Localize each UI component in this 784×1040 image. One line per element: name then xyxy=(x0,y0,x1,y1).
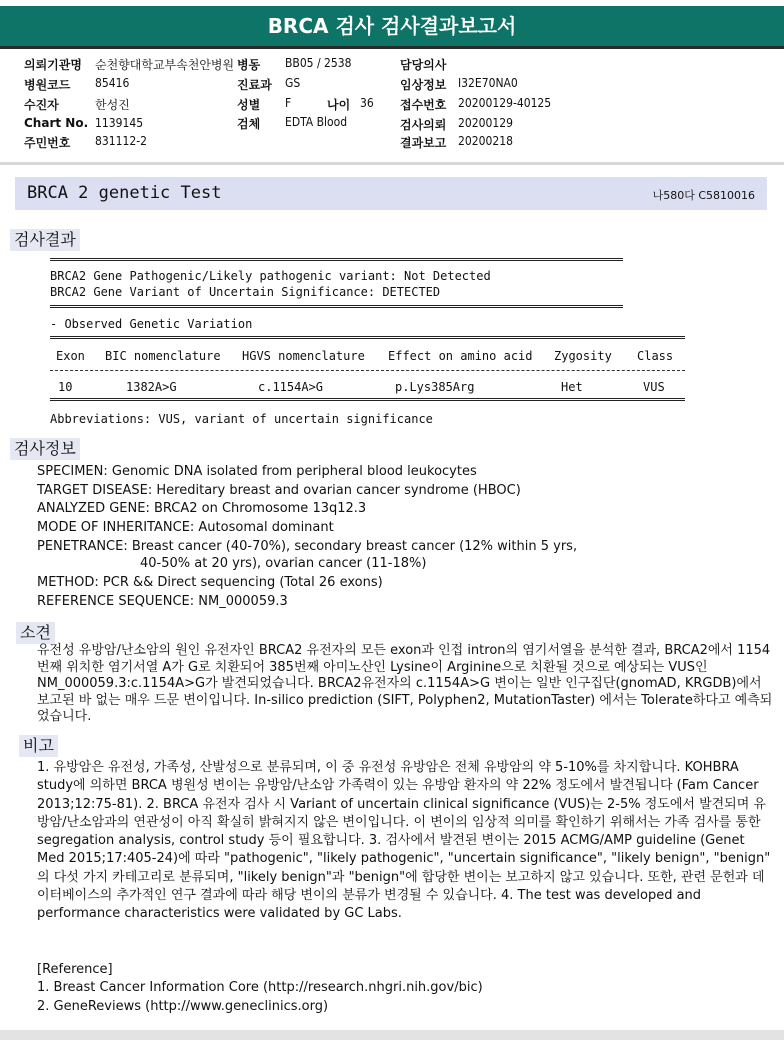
divider xyxy=(50,305,623,308)
pathogenic-result-line: BRCA2 Gene Pathogenic/Likely pathogenic variant: Not Detected xyxy=(50,269,491,283)
ward-label: 병동 xyxy=(237,58,261,72)
header-divider xyxy=(0,162,784,165)
divider xyxy=(50,370,685,371)
patient-name-label: 수진자 xyxy=(24,98,59,112)
report-title: BRCA 검사 검사결과보고서 xyxy=(267,14,517,38)
sex-value: F xyxy=(285,96,292,110)
clinical-info-value: I32E70NA0 xyxy=(458,76,518,90)
receipt-number-value: 20200129-40125 xyxy=(458,96,552,110)
table-cell-exon: 10 xyxy=(58,380,73,394)
department-label: 진료과 xyxy=(237,78,272,92)
table-cell-hgvs: c.1154A>G xyxy=(258,380,324,394)
test-name: BRCA 2 genetic Test xyxy=(27,183,222,203)
abbreviations-note: Abbreviations: VUS, variant of uncertain significance xyxy=(50,412,433,426)
ward-value: BB05 / 2538 xyxy=(285,56,352,70)
table-header-class: Class xyxy=(637,349,674,363)
requesting-institution-label: 의뢰기관명 xyxy=(24,58,82,72)
divider xyxy=(50,258,623,261)
table-cell-zygosity: Het xyxy=(561,380,583,394)
analyzed-gene-line: ANALYZED GENE: BRCA2 on Chromosome 13q12.3 xyxy=(37,501,367,516)
result-report-date-label: 결과보고 xyxy=(400,136,447,150)
age-label: 나이 xyxy=(327,98,351,112)
divider xyxy=(50,336,685,339)
footer-bar xyxy=(0,1030,784,1040)
penetrance-line: PENETRANCE: Breast cancer (40-70%), secondary breast cancer (12% within 5 yrs, xyxy=(37,539,578,554)
table-header-zygosity: Zygosity xyxy=(554,349,612,363)
hospital-code-value: 85416 xyxy=(95,76,130,90)
findings-section-title: 소견 xyxy=(16,622,55,644)
findings-text: 유전성 유방암/난소암의 원인 유전자인 BRCA2 유전자의 모든 exon과 인접 intron의 염기서열을 분석한 결과, BRCA2에서 1154번째 위치한 염기서열 A가 G로 치환되어 385번째 아미노산인 Lysine이 Arginine으로 치환될 것으로 예상되는 VUS인 NM_000059.3:c.1154A>G가 발견되었습니다. BRCA2유전자의 c.1154A>G 변이는 일반 인구집단(gnomAD, KRGDB)에서 보고된 바 없는 매우 드문 변이입니다. In-silico prediction (SIFT, Polyphen2, MutationTaster) 에서는 Tolerate하다고 예측되었습니다. xyxy=(37,643,773,724)
attending-doctor-label: 담당의사 xyxy=(400,58,447,72)
test-info-section-title: 검사정보 xyxy=(10,438,80,460)
method-line: METHOD: PCR && Direct sequencing (Total 26 exons) xyxy=(37,575,383,590)
specimen-value: EDTA Blood xyxy=(285,115,348,129)
vus-result-line: BRCA2 Gene Variant of Uncertain Significance: DETECTED xyxy=(50,285,441,299)
table-cell-effect: p.Lys385Arg xyxy=(395,380,475,394)
remarks-text: 1. 유방암은 유전성, 가족성, 산발성으로 분류되며, 이 중 유전성 유방암은 전체 유방암의 약 5-10%를 차지합니다. KOHBRA study에 의하면 BRCA 병원성 변이는 유방암/난소암 가족력이 있는 유방암 환자의 약 22% 정도에서 발견됩니다 (Fam Cancer 2013;12:75-81). 2. BRCA 유전자 검사 시 Variant of uncertain clinical significance (VUS)는 2-5% 정도에서 발견되며 유방암/난소암과의 연관성이 아직 확실히 밝혀지지 않은 변이입니다. 이 변이의 임상적 의미를 확인하기 위해서는 가족 검사를 통한 segregation analysis, control study 등이 필요합니다. 3. 검사에서 발견된 변이는 2015 ACMG/AMP guideline (Genet Med 2015;17:405-24)에 따라 "pathogenic", "likely pathogenic", "uncertain significance", "likely benign", "benign" 의 다섯 가지 카테고리로 분류되며, "likely benign"과 "benign"에 합당한 변이는 보고하지 않고 있습니다. 또한, 관련 문헌과 데이터베이스의 추가적인 연구 결과에 따라 해당 변이의 분류가 변경될 수 있습니다. 4. The test was developed and performance characteristics were validated by GC Labs. xyxy=(37,760,771,922)
chart-no-label: Chart No. xyxy=(24,116,89,130)
remarks-section-title: 비고 xyxy=(19,735,58,757)
age-value: 36 xyxy=(360,96,374,110)
target-disease-line: TARGET DISEASE: Hereditary breast and ovarian cancer syndrome (HBOC) xyxy=(37,483,521,498)
specimen-label: 검체 xyxy=(237,117,261,131)
divider xyxy=(50,398,685,401)
table-cell-class: VUS xyxy=(643,380,665,394)
table-header-bic: BIC nomenclature xyxy=(105,349,221,363)
patient-name-value: 한성진 xyxy=(95,98,130,112)
results-section-title: 검사결과 xyxy=(10,229,80,251)
chart-no-value: 1139145 xyxy=(95,116,144,130)
department-value: GS xyxy=(285,76,301,90)
table-header-hgvs: HGVS nomenclature xyxy=(242,349,365,363)
sex-label: 성별 xyxy=(237,98,261,112)
test-code: 나580다 C5810016 xyxy=(652,189,755,202)
reference-item: 1. Breast Cancer Information Core (http://research.nhgri.nih.gov/bic) xyxy=(37,980,483,995)
penetrance-line-continued: 40-50% at 20 yrs), ovarian cancer (11-18%) xyxy=(140,556,427,571)
test-name-bar xyxy=(15,177,767,210)
hospital-code-label: 병원코드 xyxy=(24,78,71,92)
requesting-institution-value: 순천향대학교부속천안병원 xyxy=(95,58,235,72)
observed-variation-heading: - Observed Genetic Variation xyxy=(50,317,253,331)
test-request-date-label: 검사의뢰 xyxy=(400,118,447,132)
specimen-line: SPECIMEN: Genomic DNA isolated from peripheral blood leukocytes xyxy=(37,464,477,479)
table-cell-bic: 1382A>G xyxy=(126,380,177,394)
test-request-date-value: 20200129 xyxy=(458,116,513,130)
result-report-date-value: 20200218 xyxy=(458,134,513,148)
reference-item: 2. GeneReviews (http://www.geneclinics.org) xyxy=(37,999,329,1014)
reference-sequence-line: REFERENCE SEQUENCE: NM_000059.3 xyxy=(37,594,288,609)
report-title-bar xyxy=(0,6,784,49)
inheritance-line: MODE OF INHERITANCE: Autosomal dominant xyxy=(37,520,334,535)
table-header-effect: Effect on amino acid xyxy=(388,349,533,363)
receipt-number-label: 접수번호 xyxy=(400,98,447,112)
reference-heading: [Reference] xyxy=(37,962,113,977)
table-header-exon: Exon xyxy=(56,349,85,363)
resident-number-label: 주민번호 xyxy=(24,136,71,150)
resident-number-value: 831112-2 xyxy=(95,134,147,148)
clinical-info-label: 임상정보 xyxy=(400,78,447,92)
